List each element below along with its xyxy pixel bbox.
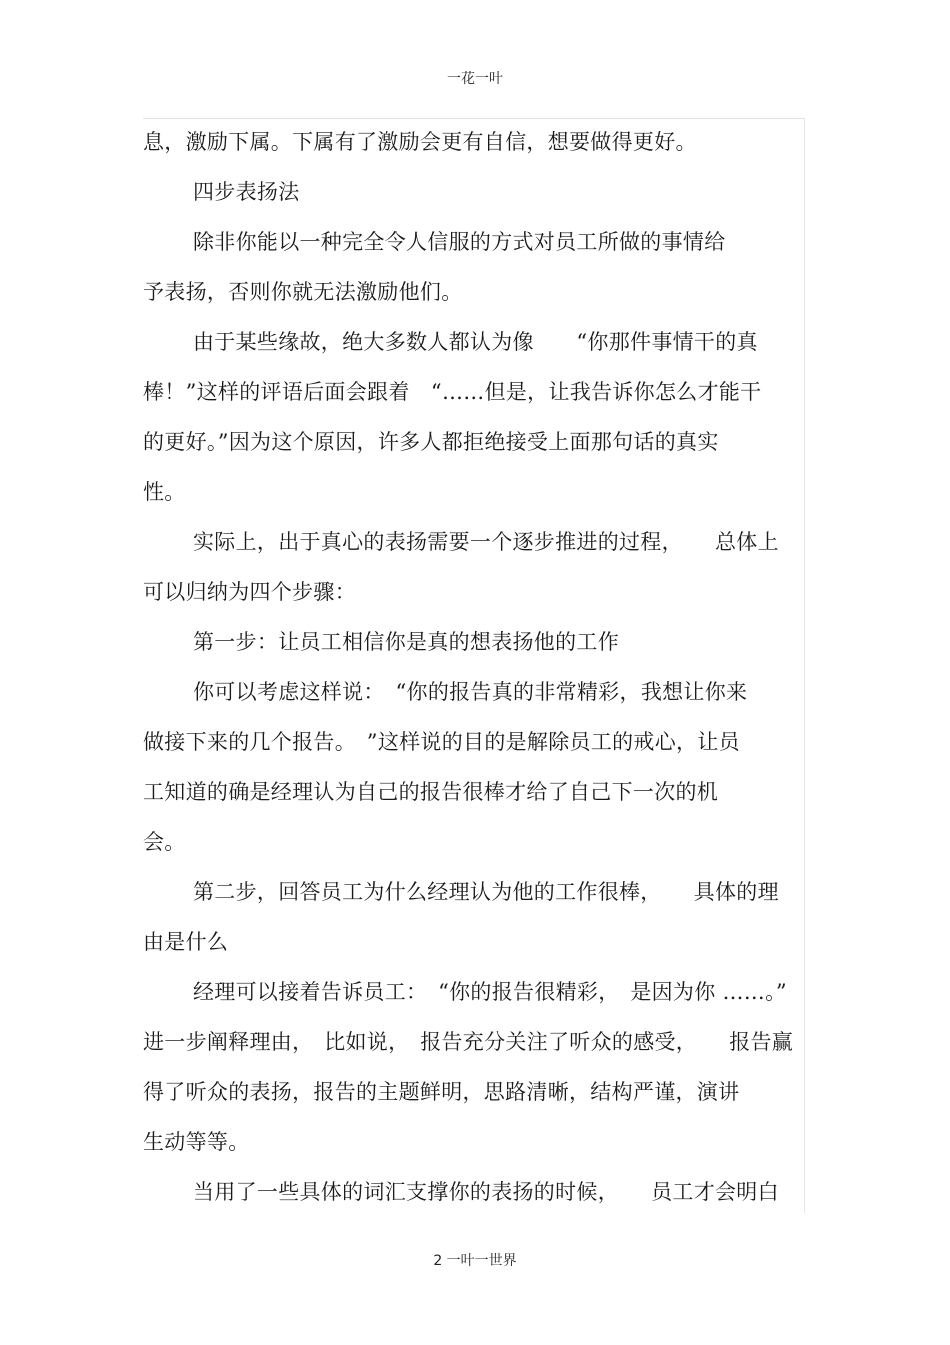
text-line: 息，激励下属。下属有了激励会更有自信，想要做得更好。 [143,130,697,154]
text-line: 除非你能以一种完全令人信服的方式对员工所做的事情给 [193,230,726,254]
text-line: 当用了一些具体的词汇支撑你的表扬的时候， 员工才会明白 [193,1180,779,1204]
text-line: 由是什么 [143,930,229,954]
text-line: 你可以考虑这样说： “你的报告真的非常精彩，我想让你来 [193,680,748,704]
step-heading: 第一步：让员工相信你是真的想表扬他的工作 [193,630,619,654]
text-line: 会。 [143,830,186,854]
section-heading: 四步表扬法 [193,180,300,204]
text-line: 性。 [143,480,186,504]
text-line: 得了听众的表扬，报告的主题鲜明，思路清晰，结构严谨，演讲 [143,1080,740,1104]
text-line: 的更好。”因为这个原因，许多人都拒绝接受上面那句话的真实 [143,430,719,454]
document-body [143,118,805,1213]
text-line: 由于某些缘故，绝大多数人都认为像 “你那件事情干的真 [193,330,758,354]
text-line: 经理可以接着告诉员工： “你的报告很精彩， 是因为你 ……。” [193,980,787,1004]
text-line: 可以归纳为四个步骤： [143,580,356,604]
text-line: 生动等等。 [143,1130,250,1154]
step-heading: 第二步，回答员工为什么经理认为他的工作很棒， 具体的理 [193,880,779,904]
page-footer: 2 一叶一世界 [433,1253,517,1269]
text-line: 棒！”这样的评语后面会跟着 “……但是，让我告诉你怎么才能干 [143,380,762,404]
text-line: 做接下来的几个报告。 ”这样说的目的是解除员工的戒心，让员 [143,730,740,754]
text-line: 予表扬，否则你就无法激励他们。 [143,280,463,304]
text-line: 进一步阐释理由， 比如说， 报告充分关注了听众的感受， 报告赢 [143,1030,794,1054]
text-line: 实际上，出于真心的表扬需要一个逐步推进的过程， 总体上 [193,530,779,554]
text-line: 工知道的确是经理认为自己的报告很棒才给了自己下一次的机 [143,780,719,804]
page-header: 一花一叶 [447,71,503,87]
